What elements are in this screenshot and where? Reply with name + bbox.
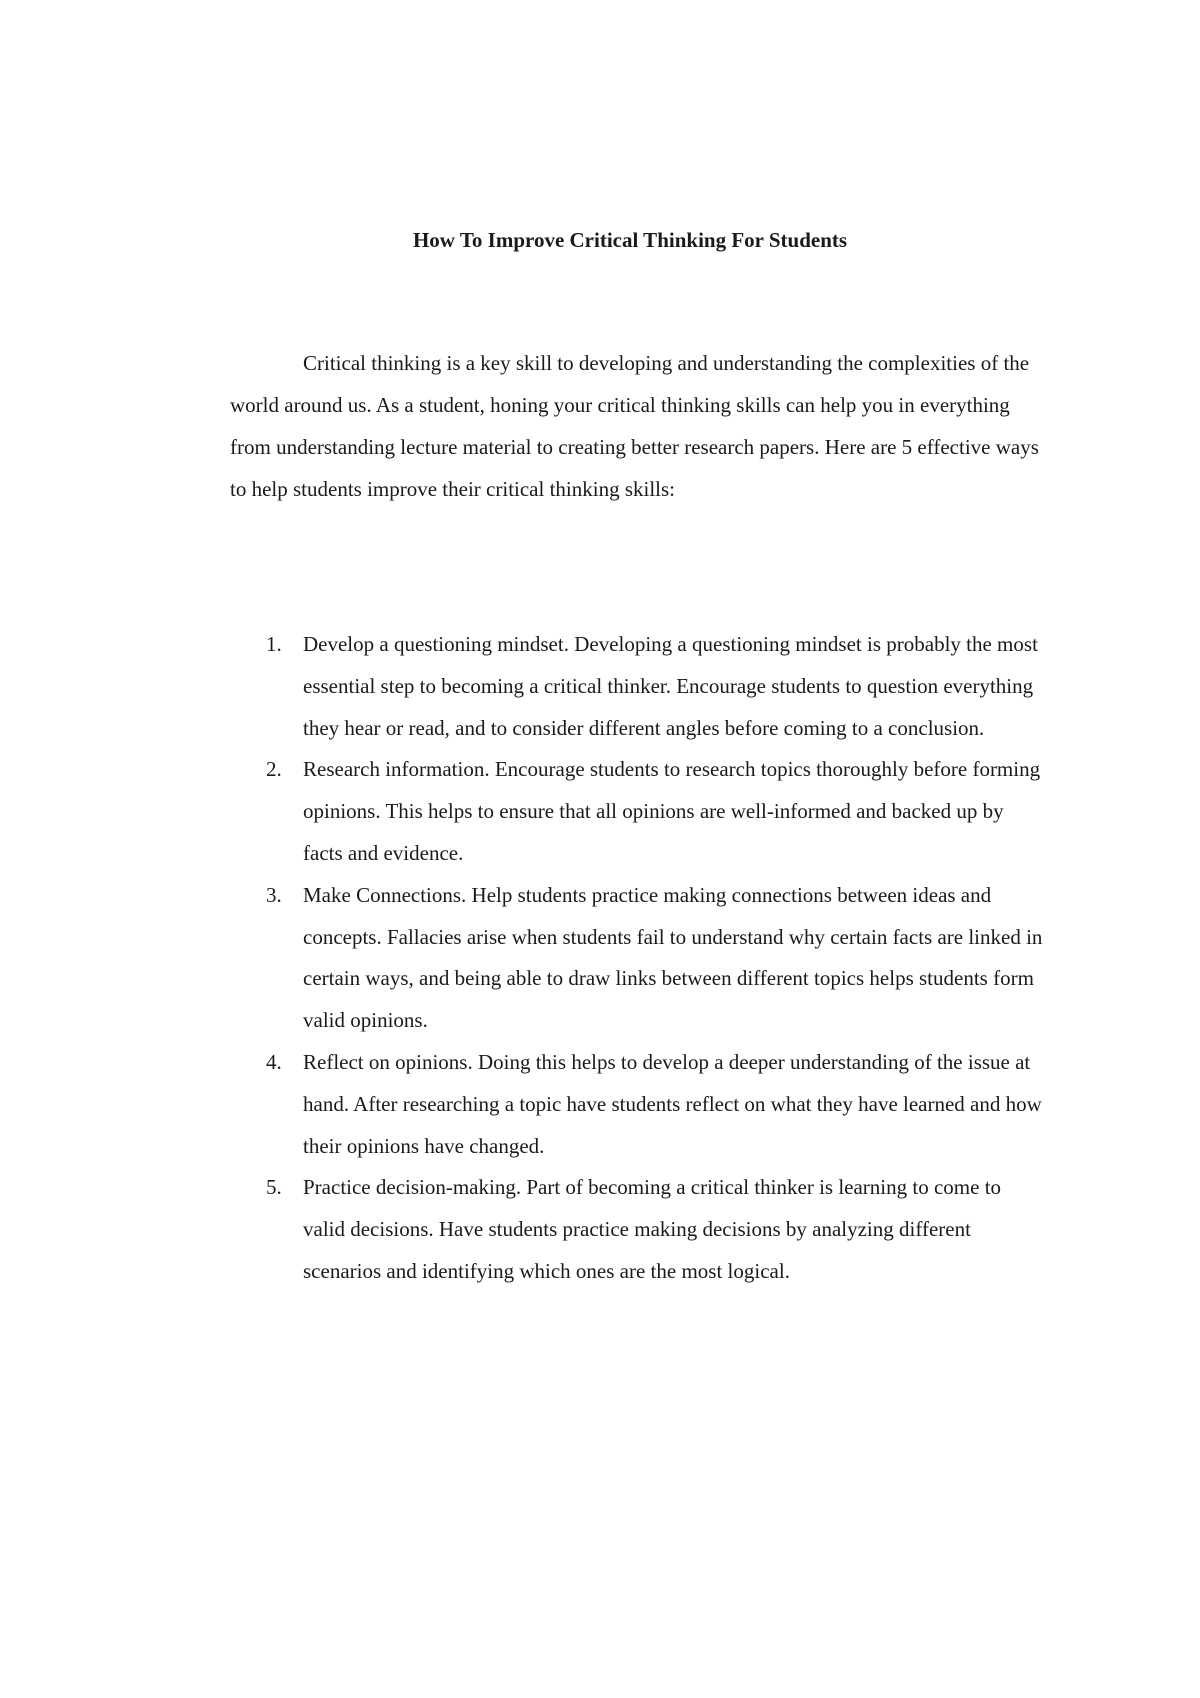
list-item-number: 4. bbox=[266, 1049, 282, 1074]
list-item bbox=[230, 624, 1045, 749]
list-item-text: Practice decision-making. Part of becoming a critical thinker is learning to come to valid decisions. Have students practice making decisions by analyzing different scenarios and identifying which ones are the most logical. bbox=[303, 1175, 1002, 1283]
list-item bbox=[230, 1167, 1045, 1292]
list-item bbox=[230, 875, 1045, 1042]
list-item-number: 2. bbox=[266, 757, 282, 782]
list-item bbox=[230, 1042, 1045, 1167]
list-item-number: 1. bbox=[266, 632, 282, 656]
list-item-text: Develop a questioning mindset. Developing a questioning mindset is probably the most essential step to becoming a critical thinker. Encourage students to question everything they hear or read, and to consider different angles before coming to a conclusion. bbox=[303, 632, 1038, 740]
document-title: How To Improve Critical Thinking For Students bbox=[412, 228, 848, 252]
list-item-text: Research information. Encourage students to research topics thoroughly before forming opinions. This helps to ensure that all opinions are well-informed and backed up by facts and evidence. bbox=[303, 757, 1041, 865]
numbered-list bbox=[230, 624, 1045, 1293]
list-item bbox=[230, 749, 1045, 874]
list-item-text: Reflect on opinions. Doing this helps to develop a deeper understanding of the issue at hand. After researching a topic have students reflect on what they have learned and how their opinions have changed. bbox=[303, 1049, 1042, 1158]
list-item-text: Make Connections. Help students practice making connections between ideas and concepts. Fallacies arise when students fail to understand why certain facts are linked in certain ways, and being able to draw links between different topics helps students form valid opinions. bbox=[303, 882, 1043, 1033]
list-item-number: 5. bbox=[266, 1175, 282, 1200]
intro-paragraph: Critical thinking is a key skill to developing and understanding the complexities of the world around us. As a student, honing your critical thinking skills can help you in everything from understanding lecture material to creating better research papers. Here are 5 effective ways to help students improve their critical thinking skills: bbox=[230, 351, 1039, 501]
list-item-number: 3. bbox=[266, 882, 282, 907]
